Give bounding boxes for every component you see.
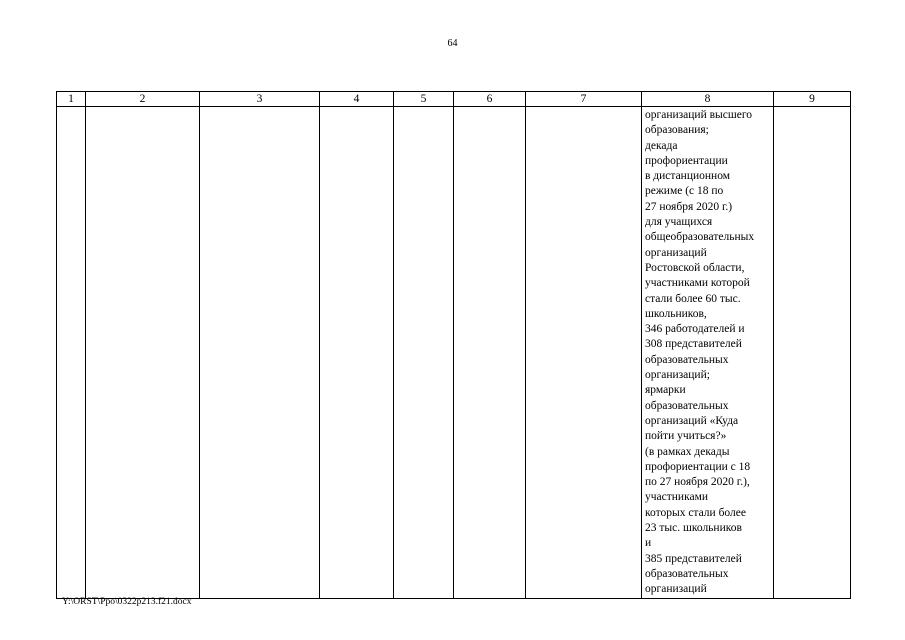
- cell-text-line: образовательных: [645, 353, 729, 366]
- cell-text-line: школьников,: [645, 307, 707, 320]
- table-cell-col8: [642, 107, 774, 599]
- table-header-row: [57, 92, 851, 107]
- cell-text-line: для учащихся: [645, 216, 713, 229]
- cell-text-line: образовательных: [645, 567, 729, 580]
- table-cell-col6: [454, 107, 526, 599]
- table-cell-col4: [320, 107, 394, 599]
- data-table: [56, 91, 851, 599]
- cell-text-line: образовательных: [645, 399, 729, 412]
- table-cell-col7: [526, 107, 642, 599]
- column-header-3: 3: [200, 92, 320, 107]
- cell-text-line: участниками: [645, 491, 709, 504]
- table-cell-col2: [86, 107, 200, 599]
- cell-text-line: (в рамках декады: [645, 445, 730, 458]
- cell-text-line: образования;: [645, 124, 709, 137]
- table-cell-col1: [57, 107, 86, 599]
- column-header-7: 7: [526, 92, 642, 107]
- cell-text-line: декада: [645, 139, 678, 152]
- cell-text-line: организаций;: [645, 369, 710, 382]
- cell-text-line: 308 представителей: [645, 338, 742, 351]
- cell-text-line: 385 представителей: [645, 552, 742, 565]
- cell-text-line: профориентации с 18: [645, 460, 751, 473]
- cell-text-line: 27 ноября 2020 г.): [645, 200, 733, 213]
- cell-text-block: [642, 107, 773, 598]
- cell-text-line: участниками которой: [645, 277, 750, 290]
- column-header-4: 4: [320, 92, 394, 107]
- table-cell-col9: [774, 107, 851, 599]
- column-header-1: 1: [57, 92, 86, 107]
- cell-text-line: ярмарки: [645, 384, 686, 397]
- table-cell-col3: [200, 107, 320, 599]
- cell-text-line: в дистанционном: [645, 170, 731, 183]
- cell-text-line: 346 работодателей и: [645, 323, 745, 336]
- cell-text-line: организаций высшего: [645, 109, 753, 121]
- column-header-8: 8: [642, 92, 774, 107]
- cell-text-line: организаций: [645, 246, 707, 259]
- cell-text-line: общеобразовательных: [645, 231, 755, 244]
- cell-text-line: организаций: [645, 583, 707, 596]
- table-row: [57, 107, 851, 599]
- cell-text-line: пойти учиться?»: [645, 430, 727, 443]
- cell-text-line: режиме (с 18 по: [645, 185, 724, 198]
- cell-text-line: по 27 ноября 2020 г.),: [645, 476, 750, 489]
- page-number: 64: [447, 38, 458, 49]
- table-cell-col5: [394, 107, 454, 599]
- column-header-5: 5: [394, 92, 454, 107]
- cell-text-line: и: [645, 537, 652, 550]
- cell-text-line: которых стали более: [645, 506, 746, 519]
- cell-text-line: 23 тыс. школьников: [645, 522, 742, 535]
- cell-text-line: стали более 60 тыс.: [645, 292, 741, 305]
- column-header-9: 9: [774, 92, 851, 107]
- cell-text-line: Ростовской области,: [645, 261, 745, 274]
- column-header-6: 6: [454, 92, 526, 107]
- cell-text-line: организаций «Куда: [645, 414, 739, 427]
- column-header-2: 2: [86, 92, 200, 107]
- footer-file-path: Y:\ORST\Ppo\0322p213.f21.docx: [62, 597, 192, 607]
- cell-text-line: профориентации: [645, 154, 728, 167]
